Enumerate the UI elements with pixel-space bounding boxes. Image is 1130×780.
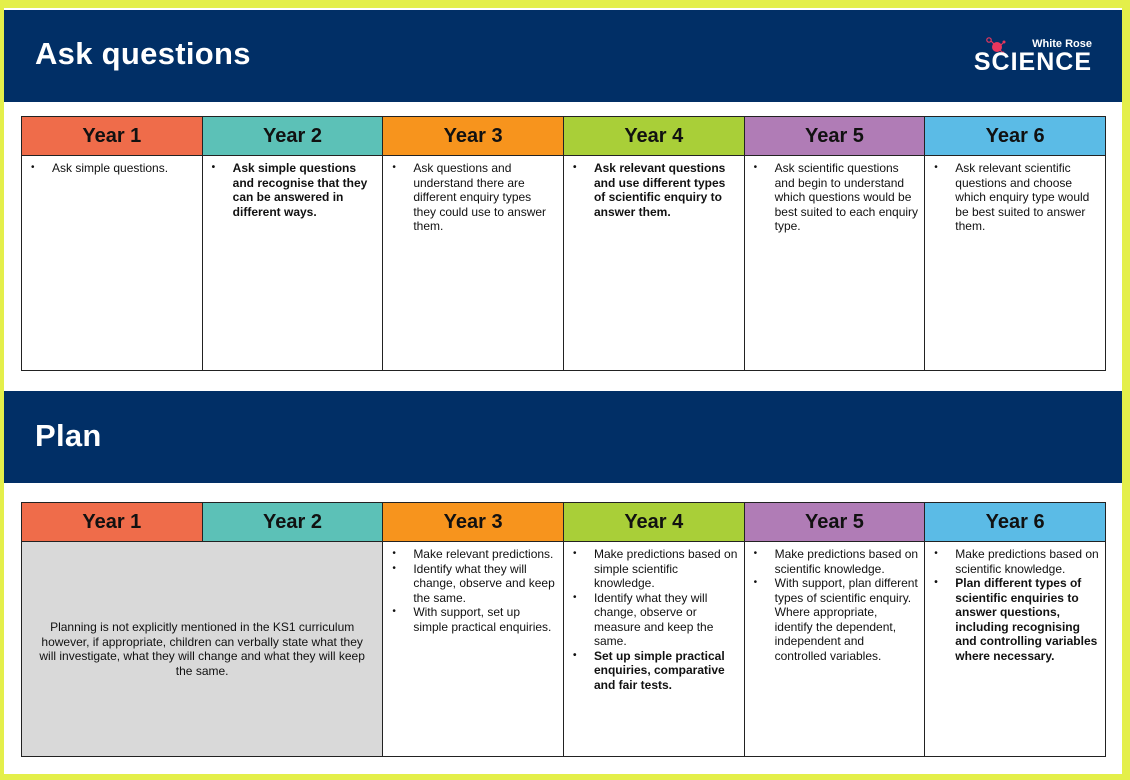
list-item: • Identify what they will change, observe and keep the same. <box>413 562 557 606</box>
header-year-3: Year 3 <box>383 117 564 156</box>
header-year-1: Year 1 <box>22 117 203 156</box>
list-item: • With support, set up simple practical enquiries. <box>413 605 557 634</box>
plan-table <box>21 502 1106 757</box>
header-year-3: Year 3 <box>383 503 564 542</box>
list-item: • Make predictions based on scientific knowledge. <box>775 547 919 576</box>
white-rose-science-logo <box>972 36 1092 76</box>
plan-banner <box>4 391 1122 483</box>
list-item: • Ask scientific questions and begin to understand which questions would be best suited to each enquiry type. <box>775 161 919 234</box>
list-item: • Make predictions based on scientific knowledge. <box>955 547 1099 576</box>
header-year-5: Year 5 <box>744 503 925 542</box>
list-item: • Make predictions based on simple scientific knowledge. <box>594 547 738 591</box>
plan-cell-year-5 <box>744 542 925 757</box>
header-year-5: Year 5 <box>744 117 925 156</box>
list-item: • Ask relevant scientific questions and choose which enquiry type would be best suited to answer them. <box>955 161 1099 234</box>
list-item: • Ask relevant questions and use different types of scientific enquiry to answer them. <box>594 161 738 219</box>
plan-cell-year-4 <box>563 542 744 757</box>
header-year-2: Year 2 <box>202 503 383 542</box>
ask-cell-year-2 <box>202 156 383 371</box>
plan-cell-year-3 <box>383 542 564 757</box>
ask-questions-title: Ask questions <box>35 36 251 71</box>
page <box>4 8 1122 774</box>
plan-cell-year-6 <box>925 542 1106 757</box>
ask-cell-year-5 <box>744 156 925 371</box>
header-year-2: Year 2 <box>202 117 383 156</box>
header-year-1: Year 1 <box>22 503 203 542</box>
ask-cell-year-3 <box>383 156 564 371</box>
ask-cell-year-4 <box>563 156 744 371</box>
ask-cell-year-6 <box>925 156 1106 371</box>
list-item: • Make relevant predictions. <box>413 547 557 562</box>
logo-small-text: White Rose <box>1032 38 1092 50</box>
list-item: • With support, plan different types of scientific enquiry. Where appropriate, identify the dependent, independent and controlled variables. <box>775 576 919 663</box>
plan-ks1-note: Planning is not explicitly mentioned in the KS1 curriculum however, if appropriate, children can verbally state what they will investigate, what they will change and what they will keep the same. <box>22 542 383 757</box>
list-item: • Ask simple questions. <box>52 161 196 176</box>
logo-main-text: SCIENCE <box>973 48 1092 76</box>
list-item: • Plan different types of scientific enquiries to answer questions, including recognising and controlling variables where necessary. <box>955 576 1099 663</box>
header-year-4: Year 4 <box>563 503 744 542</box>
list-item: • Ask simple questions and recognise that they can be answered in different ways. <box>233 161 377 219</box>
list-item: • Identify what they will change, observe or measure and keep the same. <box>594 591 738 649</box>
ask-cell-year-1 <box>22 156 203 371</box>
ask-questions-table <box>21 116 1106 371</box>
plan-title: Plan <box>35 418 102 453</box>
header-year-4: Year 4 <box>563 117 744 156</box>
list-item: • Ask questions and understand there are different enquiry types they could use to answer them. <box>413 161 557 234</box>
ask-questions-banner <box>4 10 1122 102</box>
header-year-6: Year 6 <box>925 503 1106 542</box>
header-year-6: Year 6 <box>925 117 1106 156</box>
list-item: • Set up simple practical enquiries, comparative and fair tests. <box>594 649 738 693</box>
